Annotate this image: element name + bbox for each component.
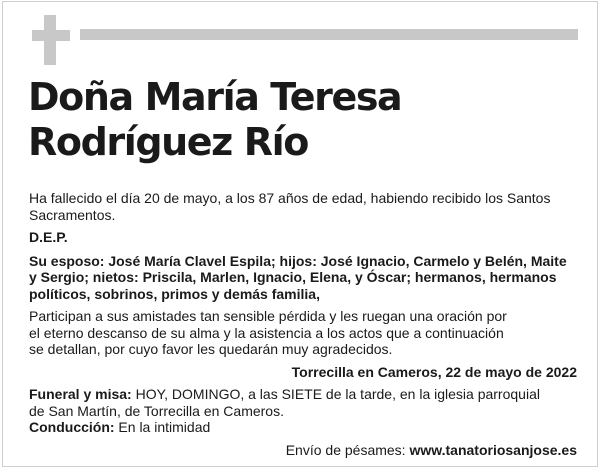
funeral-info <box>29 386 577 419</box>
condolences-info <box>29 442 577 459</box>
name-line-1: Doña María Teresa <box>28 75 402 119</box>
dep-text: D.E.P. <box>29 229 68 245</box>
deceased-name <box>28 75 588 165</box>
request-line-2: el eterno descanso de su alma y la asistencia a los actos que a continuación <box>29 324 504 341</box>
cross-icon <box>32 15 70 65</box>
notice-body <box>29 190 577 458</box>
name-line-2: Rodríguez Río <box>28 120 308 164</box>
cross-horizontal-bar <box>32 30 70 41</box>
obituary-notice <box>2 1 598 467</box>
conduction-label: Conducción: <box>29 419 115 435</box>
header-rule <box>80 29 578 40</box>
funeral-label: Funeral y misa: <box>29 386 132 402</box>
request-text <box>29 308 577 358</box>
condolences-label: Envío de pésames: <box>285 441 410 458</box>
request-line-3: se detallan, por cuyo favor les quedarán muy agradecidos. <box>29 341 393 357</box>
conduction-info <box>29 419 577 436</box>
funeral-line-2: de San Martín, de Torrecilla en Cameros. <box>29 402 284 419</box>
family-text: Su esposo: José María Clavel Espila; hijos: José Ignacio, Carmelo y Belén, Maite y Sergio; nietos: Priscila, Marlen, Ignacio, Elena, y Óscar; hermanos, hermanos políticos, sobrinos, primos y demás familia, <box>29 252 567 302</box>
place-date: Torrecilla en Cameros, 22 de mayo de 2022 <box>291 363 577 380</box>
intro-text: Ha fallecido el día 20 de mayo, a los 87 años de edad, habiendo recibido los Santos Sacramentos. <box>29 190 551 223</box>
funeral-line-1: HOY, DOMINGO, a las SIETE de la tarde, en la iglesia parroquial <box>131 386 540 402</box>
condolences-site-link[interactable]: www.tanatoriosanjose.es <box>409 441 577 458</box>
request-line-1: Participan a sus amistades tan sensible pérdida y les ruegan una oración por <box>29 308 507 324</box>
conduction-text: En la intimidad <box>114 419 211 435</box>
